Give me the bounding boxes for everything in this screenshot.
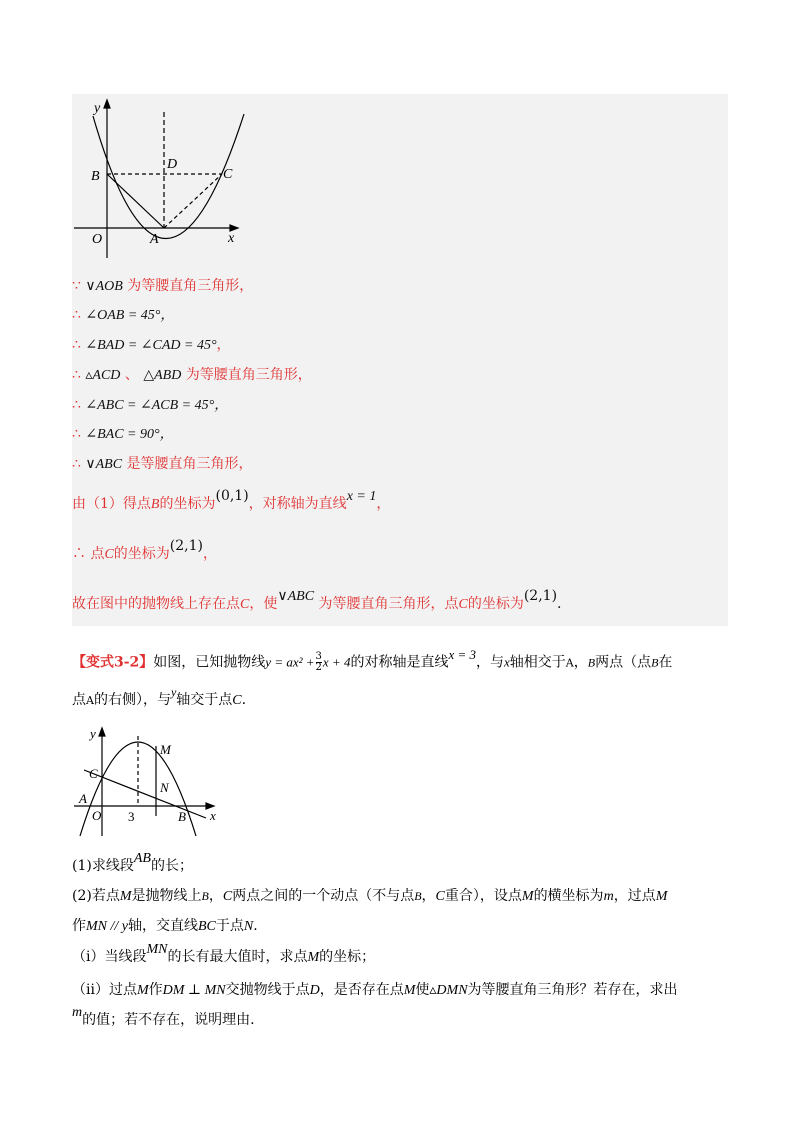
parabola-graph-2 [72, 724, 232, 844]
segment-ac [164, 174, 222, 228]
question-2-ii: （ⅱ）过点M作DM ⊥ MN交抛物线于点D，是否存在点M使▵DMN为等腰直角三角形？若存在，求出 [72, 982, 678, 998]
solution-line-4: ∴ ▵ACD 、 △ABD 为等腰直角三角形， [72, 367, 312, 383]
label-b: B [178, 809, 186, 824]
solution-line-6: ∴ ∠BAC = 90°， [72, 426, 174, 442]
label-three: 3 [128, 809, 135, 824]
parabola-graph-1 [72, 94, 252, 264]
label-o: O [92, 232, 103, 247]
label-x: x [210, 808, 216, 823]
question-1: (1)求线段AB的长； [72, 851, 193, 874]
solution-line-5: ∴ ∠ABC = ∠ACB = 45°， [72, 397, 229, 413]
label-n: N [160, 780, 169, 795]
label-a: A [79, 791, 87, 806]
y-axis-arrow [104, 100, 110, 108]
label-y: y [90, 726, 96, 741]
question-2: (2)若点M是抛物线上B，C两点之间的一个动点（不与点B，C重合），设点M的横坐标为m，过点M [72, 888, 668, 904]
label-x: x [228, 231, 235, 246]
label-c: C [89, 766, 98, 781]
solution-line-2: ∴ ∠OAB = 45°， [72, 307, 175, 323]
question-2-cont: 作MN // y轴，交直线BC于点N. [72, 918, 258, 934]
label-c: C [223, 167, 233, 182]
question-2-ii-cont: m的值；若不存在，说明理由. [72, 1005, 255, 1028]
solution-line-7: ∴ ∨ABC 是等腰直角三角形， [72, 456, 253, 472]
y-axis-arrow [99, 728, 105, 736]
question-2-i: （ⅰ）当线段MN的长有最大值时，求点M的坐标； [72, 942, 376, 965]
variant-tag: 【变式3-2】 [72, 654, 154, 671]
segment-ba [107, 174, 164, 228]
label-a: A [150, 232, 159, 247]
solution-line-1: ∵ ∨AOB 为等腰直角三角形， [72, 278, 254, 294]
label-d: D [167, 157, 178, 172]
label-y: y [94, 101, 101, 116]
problem-line-1: 【变式3-2】如图，已知抛物线y = ax² + $\frac{3}{2}$ x + 4的对称轴是直线x = 3，与x轴相交于A，B两点（点B在 [72, 646, 673, 673]
label-b: B [91, 169, 100, 184]
solution-line-8: 由（1）得点B的坐标为(0,1)，对称轴为直线x = 1， [72, 488, 391, 512]
solution-line-3: ∴ ∠BAD = ∠CAD = 45°， [72, 337, 231, 353]
label-m: M [160, 742, 171, 757]
label-o: O [92, 808, 102, 823]
solution-line-9: ∴ 点C的坐标为(2,1)， [72, 538, 217, 562]
problem-line-2: 点A的右侧），与y轴交于点C. [72, 685, 247, 708]
parabola-curve [93, 114, 244, 239]
fraction-3-2: $\frac{3}{2}$ [315, 651, 322, 673]
solution-line-10: 故在图中的抛物线上存在点C，使∨ABC 为等腰直角三角形，点C的坐标为(2,1). [72, 588, 562, 612]
